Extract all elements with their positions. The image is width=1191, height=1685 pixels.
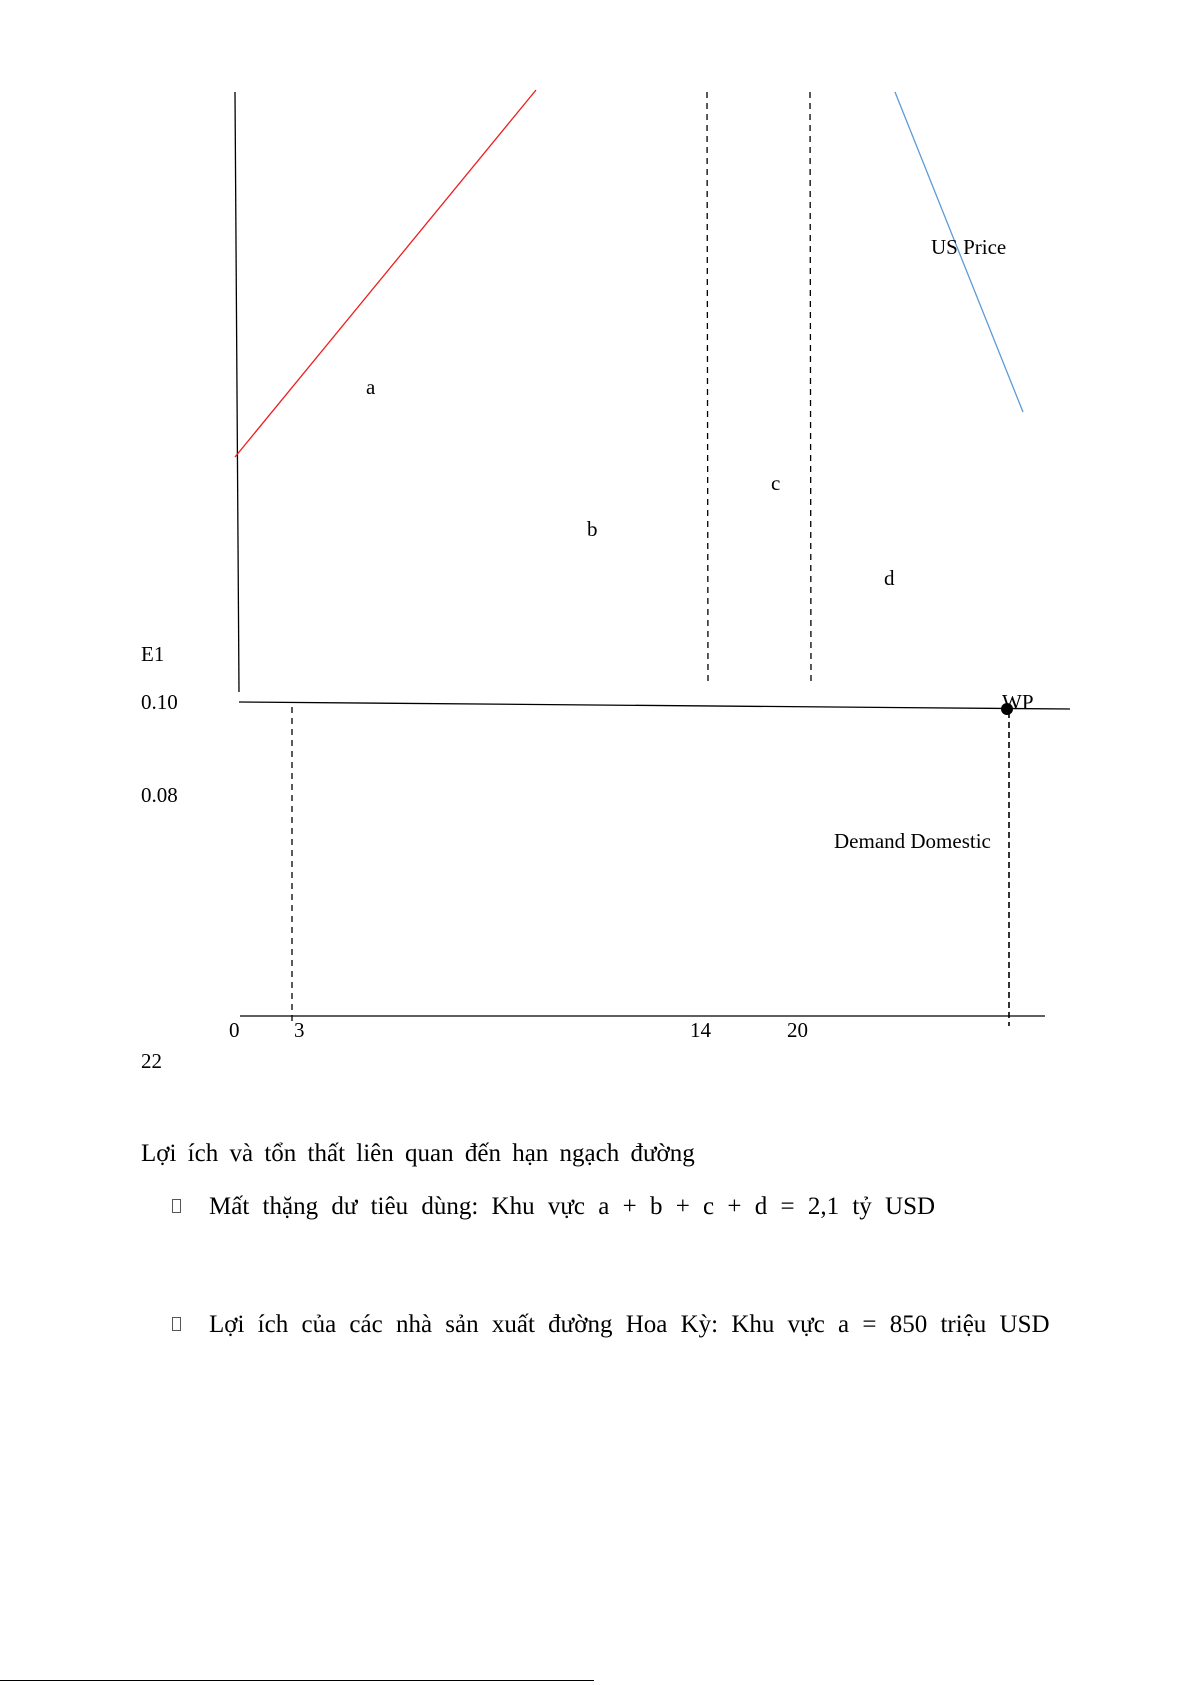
area-label-c: c [771,471,781,495]
bullet-square-icon [172,1199,181,1213]
y-label-e1: E1 [141,642,165,666]
x-label-3: 3 [294,1018,305,1042]
us-price-label: US Price [931,235,1007,259]
world-price-line [239,702,1070,709]
x-label-22: 22 [141,1049,162,1073]
x-label-0: 0 [229,1018,240,1042]
demand-domestic-label: Demand Domestic [834,829,991,853]
bullet-square-icon [172,1317,181,1331]
section-heading: Lợi ích và tổn thất liên quan đến hạn ngạch đường [141,1140,695,1167]
supply-curve [235,90,536,457]
dashed-line-q14 [707,92,708,682]
footnote-separator [0,1680,594,1681]
dashed-line-q20 [810,92,811,684]
world-price-label: WP [1002,690,1034,714]
x-label-14: 14 [690,1018,711,1042]
area-label-a: a [366,375,376,399]
vertical-axis [235,92,239,692]
x-label-20: 20 [787,1018,808,1042]
area-label-d: d [884,566,895,590]
area-label-b: b [587,517,598,541]
bullet-text: Mất thặng dư tiêu dùng: Khu vực a + b + c + d = 2,1 tỷ USD [209,1193,936,1220]
bullet-text: Lợi ích của các nhà sản xuất đường Hoa Kỳ: Khu vực a = 850 triệu USD [209,1311,1050,1338]
y-label-0-10: 0.10 [141,690,178,714]
y-label-0-08: 0.08 [141,783,178,807]
